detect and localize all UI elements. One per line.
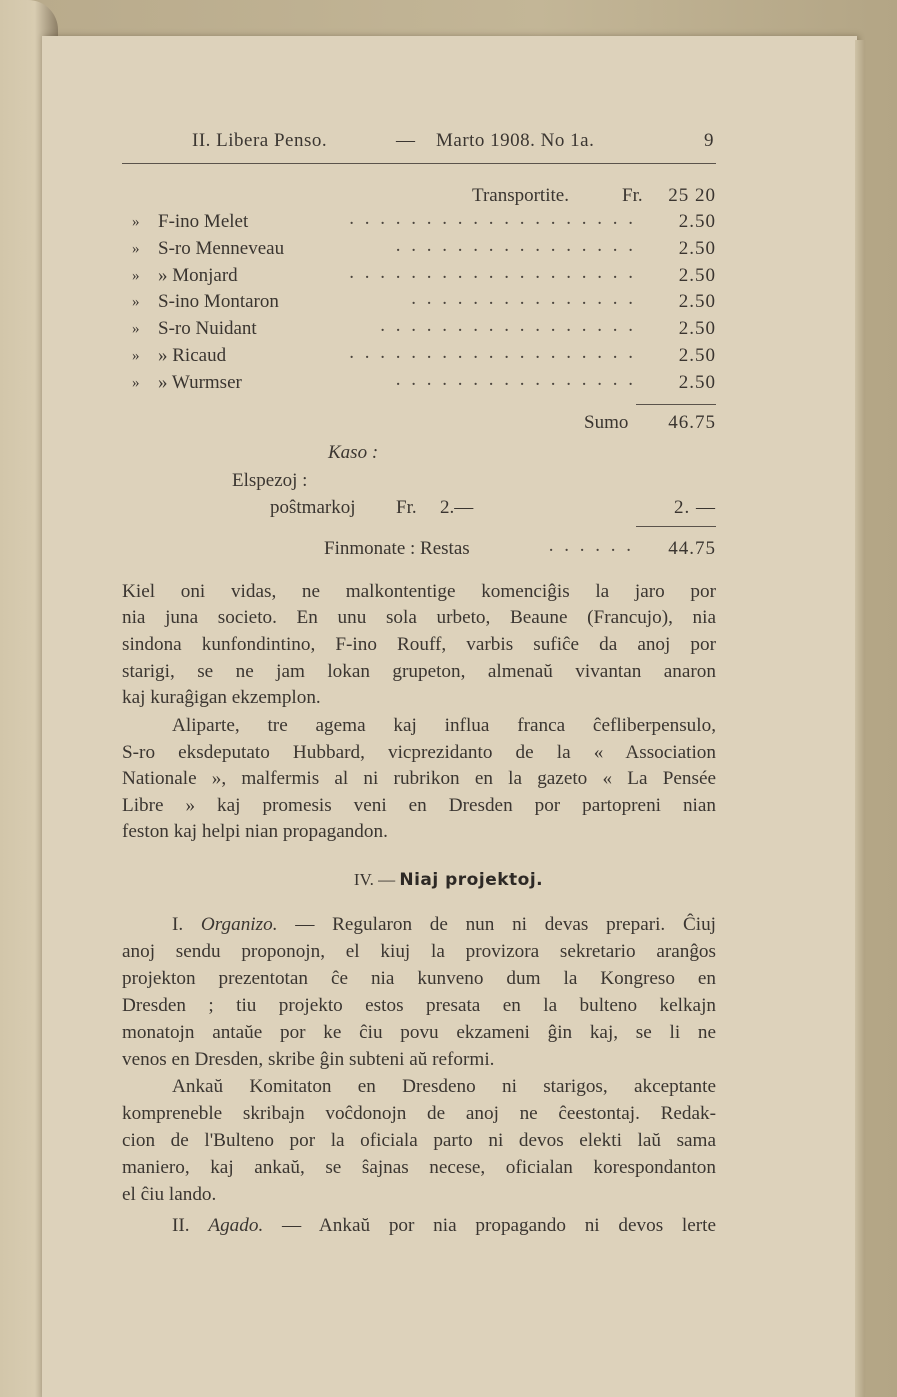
ditto-mark: » [132, 321, 140, 337]
row-amount: 2.50 [678, 291, 716, 312]
item-text: — Ankaŭ por nia propagando ni devos lerte [282, 1215, 717, 1236]
row-amount: 2.50 [678, 318, 716, 339]
balance-rule [636, 526, 716, 527]
member-name: S-ino Montaron [158, 291, 279, 312]
ditto-mark: » [132, 375, 140, 391]
issue-date: Marto 1908. No 1a. [436, 130, 595, 151]
item-number: I. [172, 914, 184, 935]
sum-amount: 46.75 [668, 412, 716, 433]
postage-label: poŝtmarkoj [270, 497, 356, 518]
ditto-mark: » [132, 268, 140, 284]
postage-row [122, 495, 716, 521]
paragraph-line: S-ro eksdeputato Hubbard, vicprezidanto de la « Association [122, 742, 716, 763]
member-name: S-ro Nuidant [158, 318, 257, 339]
balance-label: Finmonate : Restas [324, 538, 470, 559]
ledger-row [122, 236, 716, 262]
carried-amount: 25 20 [668, 185, 716, 206]
paragraph-line: Libre » kaj promesis veni en Dresden por partopreni nian [122, 795, 716, 816]
postage-currency: Fr. [396, 497, 417, 518]
dot-leader: . . . . . . . . . . . . . . . . [395, 369, 636, 390]
paragraph-line: el ĉiu lando. [122, 1184, 217, 1205]
section-number: IV. [353, 870, 374, 889]
row-amount: 2.50 [678, 211, 716, 232]
header-rule [122, 163, 716, 164]
ledger-row [122, 209, 716, 235]
row-amount: 2.50 [678, 238, 716, 259]
ditto-mark: » [132, 348, 140, 364]
paragraph-line: kompreneble skribajn voĉdonojn de anoj ne ĉeestontaj. Redak- [122, 1103, 716, 1124]
dot-leader: . . . . . . . . . . . . . . . . . . . [349, 342, 636, 363]
paragraph-line: sindona kunfondintino, F-ino Rouff, varbis sufiĉe da anoj por [122, 634, 716, 655]
dot-leader: . . . . . . . . . . . . . . . . . . . [349, 262, 636, 283]
postage-value: 2.— [440, 497, 474, 518]
balance-row [122, 536, 716, 562]
carried-currency: Fr. [622, 185, 643, 206]
section-heading [0, 870, 897, 890]
paragraph-line: Nationale », malfermis al ni rubrikon en la gazeto « La Pensée [122, 768, 716, 789]
page-fore-edge [855, 40, 865, 1397]
journal-title: II. Libera Penso. [192, 130, 328, 151]
dot-leader: . . . . . . . . . . . . . . . . . [380, 315, 636, 336]
paragraph-line: venos en Dresden, skribe ĝin subteni aŭ reformi. [122, 1049, 495, 1070]
row-amount: 2.50 [678, 265, 716, 286]
row-amount: 2.50 [678, 345, 716, 366]
member-name: F-ino Melet [158, 211, 249, 232]
paragraph-line: maniero, kaj ankaŭ, se ŝajnas necese, oficialan korespondanton [122, 1157, 716, 1178]
paragraph-line: kaj kuraĝigan ekzemplon. [122, 687, 321, 708]
ledger-row [122, 343, 716, 369]
paragraph-line: cion de l'Bulteno por la oficiala parto ni devos elekti laŭ sama [122, 1130, 716, 1151]
member-name: S-ro Menneveau [158, 238, 285, 259]
paragraph-line: Ankaŭ Komitaton en Dresdeno ni starigos, akceptante [172, 1076, 716, 1097]
paragraph-line: Kiel oni vidas, ne malkontentige komenciĝis la jaro por [122, 581, 716, 602]
member-name: » Monjard [158, 265, 238, 286]
item-heading: Organizo. [200, 914, 278, 935]
item-text: — Regularon de nun ni devas prepari. Ĉiuj [295, 914, 716, 935]
dot-leader: . . . . . . . . . . . . . . . . . . . [349, 208, 636, 229]
balance-amount: 44.75 [668, 538, 716, 559]
ledger-row [122, 316, 716, 342]
item-number: II. [172, 1215, 190, 1236]
ditto-mark: » [132, 241, 140, 257]
row-amount: 2.50 [678, 372, 716, 393]
ledger-row [122, 370, 716, 396]
paragraph-line: monatojn antaŭe por ke ĉiu povu ekzameni ĝin kaj, se li ne [122, 1022, 716, 1043]
postage-amount: 2. — [674, 497, 716, 518]
sum-rule [636, 404, 716, 405]
cash-heading: Kaso : [328, 442, 379, 463]
section-title: Niaj projektoj. [399, 870, 544, 890]
paragraph-first-line [172, 1213, 716, 1240]
paragraph-line: starigi, se ne jam lokan grupeton, almenaŭ vivantan anaron [122, 661, 716, 682]
header-dash: — [396, 130, 416, 151]
member-name: » Ricaud [158, 345, 227, 366]
paragraph-line: nia juna societo. En unu sola urbeto, Beaune (Francujo), nia [122, 607, 716, 628]
ledger-row [122, 289, 716, 315]
paragraph-line: projekton prezentotan ĉe nia kunveno dum la Kongreso en [122, 968, 716, 989]
paragraph-line: feston kaj helpi nian propagandon. [122, 821, 388, 842]
running-header [122, 130, 722, 156]
sum-row [122, 410, 716, 436]
paragraph-first-line [172, 912, 716, 939]
member-name: » Wurmser [158, 372, 242, 393]
sum-label: Sumo [584, 412, 629, 433]
section-dash: — [378, 870, 396, 889]
ditto-mark: » [132, 294, 140, 310]
page-number: 9 [704, 130, 714, 151]
paragraph-line: anoj sendu proponojn, el kiuj la provizora sekretario aranĝos [122, 941, 716, 962]
paragraph-line: Dresden ; tiu projekto estos presata en la bulteno kelkajn [122, 995, 716, 1016]
ditto-mark: » [132, 214, 140, 230]
dot-leader: . . . . . . . . . . . . . . . [411, 288, 636, 309]
paragraph-line: Aliparte, tre agema kaj influa franca ĉefliberpensulo, [172, 715, 716, 736]
expenses-label: Elspezoj : [232, 470, 308, 491]
item-heading: Agado. [208, 1215, 264, 1236]
dot-leader: . . . . . . . . . . . . . . . . [395, 235, 636, 256]
dot-leader: . . . . . . [548, 535, 634, 556]
carried-label: Transportite. [472, 185, 569, 206]
